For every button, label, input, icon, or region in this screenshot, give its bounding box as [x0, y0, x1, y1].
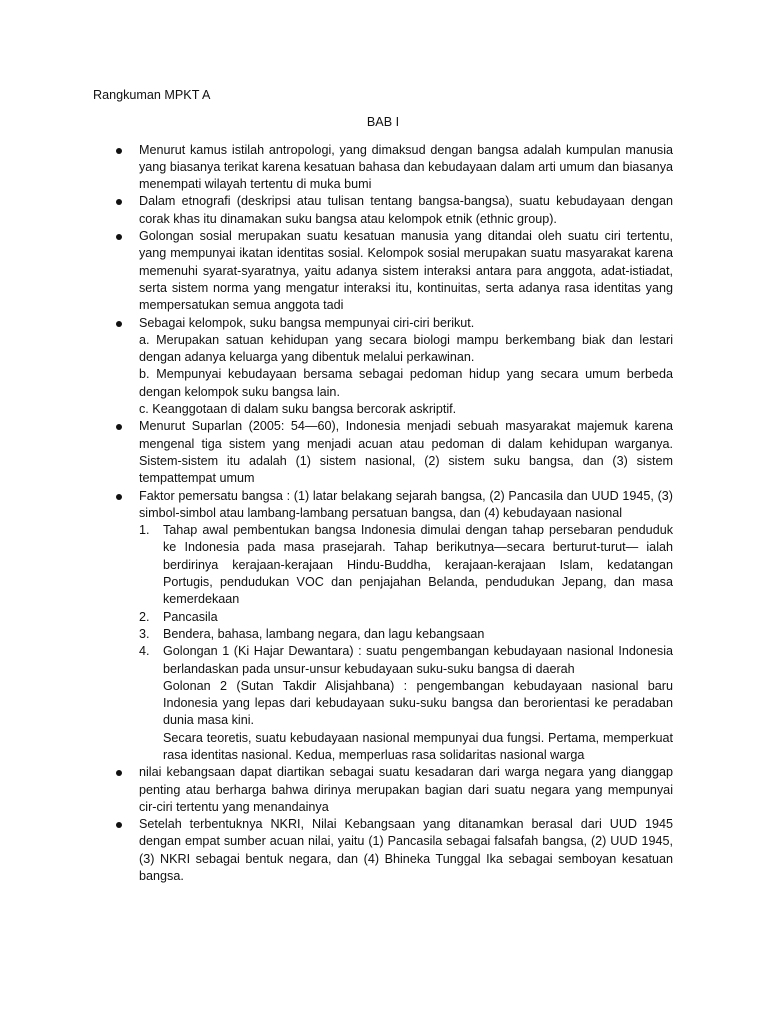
item-text: Golonan 2 (Sutan Takdir Alisjahbana) : pengembangan kebudayaan nasional baru Indonesia yang lepas dari kebudayaan suku-suku bangsa dan berorientasi ke peradaban dunia masa kini.: [163, 678, 673, 728]
chapter-heading: BAB I: [366, 115, 400, 130]
item-number: 4.: [139, 644, 150, 659]
bullet-icon: [116, 321, 122, 327]
item-text: Pancasila: [163, 609, 218, 624]
bullet-text: Menurut Suparlan (2005: 54—60), Indonesia menjadi sebuah masyarakat majemuk karena mengenal tiga sistem yang menjadi acuan atau pedoman di dalam kehidupan warganya. Sistem-sistem itu adalah (1) sistem nasional, (2) sistem suku bangsa, dan (3) sistem tempattempat umum: [139, 419, 673, 486]
item-number: 1.: [139, 523, 150, 538]
list-item: [93, 142, 673, 194]
list-item: [93, 315, 673, 419]
bullet-text: Menurut kamus istilah antropologi, yang dimaksud dengan bangsa adalah kumpulan manusia yang biasanya terikat karena kesatuan bahasa dan kebudayaan dalam arti umum dan biasanya menempati wilayah tertentu di muka bumi: [139, 142, 673, 192]
bullet-list: [93, 142, 673, 886]
numbered-item: [139, 626, 673, 643]
bullet-icon: [116, 494, 122, 500]
bullet-text: Golongan sosial merupakan suatu kesatuan manusia yang ditandai oleh suatu ciri tertentu, yang mempunyai ikatan identitas sosial. Kelompok sosial merupakan suatu masyarakat karena memenuhi syarat-syaratnya, yaitu adanya sistem interaksi antara para anggota, adat-istiadat, serta sistem norma yang mengatur interaksi itu, kontinuitas, serta adanya rasa identitas yang mempersatukan semua anggota tadi: [139, 229, 673, 313]
item-text: Secara teoretis, suatu kebudayaan nasional mempunyai dua fungsi. Pertama, memperkuat rasa identitas nasional. Kedua, memperluas rasa solidaritas nasional warga: [163, 730, 673, 762]
list-item: [93, 816, 673, 885]
bullet-icon: [116, 424, 122, 430]
item-text: Bendera, bahasa, lambang negara, dan lagu kebangsaan: [163, 626, 485, 641]
bullet-icon: [116, 770, 122, 776]
list-item: [93, 418, 673, 487]
bullet-icon: [116, 148, 122, 154]
bullet-icon: [116, 199, 122, 205]
numbered-item: [139, 522, 673, 608]
sub-point-b: b. Mempunyai kebudayaan bersama sebagai pedoman hidup yang secara umum berbeda dengan kelompok suku bangsa lain.: [139, 367, 673, 399]
bullet-text: nilai kebangsaan dapat diartikan sebagai suatu kesadaran dari warga negara yang dianggap penting atau berharga bahwa dirinya merupakan bagian dari suatu negara yang mempunyai cir-ciri tertentu yang menandainya: [139, 765, 673, 814]
sub-point-c: c. Keanggotaan di dalam suku bangsa bercorak askriptif.: [139, 402, 457, 417]
document-title: Rangkuman MPKT A: [93, 88, 211, 102]
bullet-text: Dalam etnografi (deskripsi atau tulisan tentang bangsa-bangsa), suatu kebudayaan dengan corak khas itu dinamakan suku bangsa atau kelompok etnik (ethnic group).: [139, 194, 673, 226]
numbered-list: [139, 522, 673, 764]
list-item: [93, 764, 673, 816]
sub-point-a: a. Merupakan satuan kehidupan yang secara biologi mampu berkembang biak dan lestari dengan adanya keluarga yang dibentuk melalui perkawinan.: [139, 332, 673, 365]
bullet-text: Sebagai kelompok, suku bangsa mempunyai ciri-ciri berikut.: [139, 315, 475, 330]
item-text: Golongan 1 (Ki Hajar Dewantara) : suatu pengembangan kebudayaan nasional Indonesia berlandaskan pada unsur-unsur kebudayaan suku-suku bangsa di daerah: [163, 644, 673, 676]
bullet-icon: [116, 234, 122, 240]
bullet-icon: [116, 822, 122, 828]
item-number: 3.: [139, 626, 150, 641]
bullet-text: Setelah terbentuknya NKRI, Nilai Kebangsaan yang ditanamkan berasal dari UUD 1945 dengan empat sumber acuan nilai, yaitu (1) Pancasila sebagai falsafah bangsa, (2) UUD 1945, (3) NKRI sebagai bentuk negara, dan (4) Bhineka Tunggal Ika sebagai semboyan kesatuan bangsa.: [139, 817, 673, 884]
numbered-item: [139, 609, 673, 626]
bullet-text: Faktor pemersatu bangsa : (1) latar belakang sejarah bangsa, (2) Pancasila dan UUD 1945, (3) simbol-simbol atau lambang-lambang persatuan bangsa, dan (4) kebudayaan nasional: [139, 488, 673, 520]
list-item: [93, 488, 673, 765]
item-text: Tahap awal pembentukan bangsa Indonesia dimulai dengan tahap persebaran penduduk ke Indonesia pada masa prasejarah. Tahap berikutnya—secara berturut-turut— ialah berdirinya kerajaan-kerajaan Hindu-Buddha, kerajaan-kerajaan Islam, kedatangan Portugis, pendudukan VOC dan penjajahan Belanda, pendudukan Jepang, dan masa kemerdekaan: [163, 523, 673, 607]
list-item: [93, 228, 673, 314]
numbered-item: [139, 643, 673, 764]
list-item: [93, 193, 673, 228]
item-number: 2.: [139, 609, 150, 624]
